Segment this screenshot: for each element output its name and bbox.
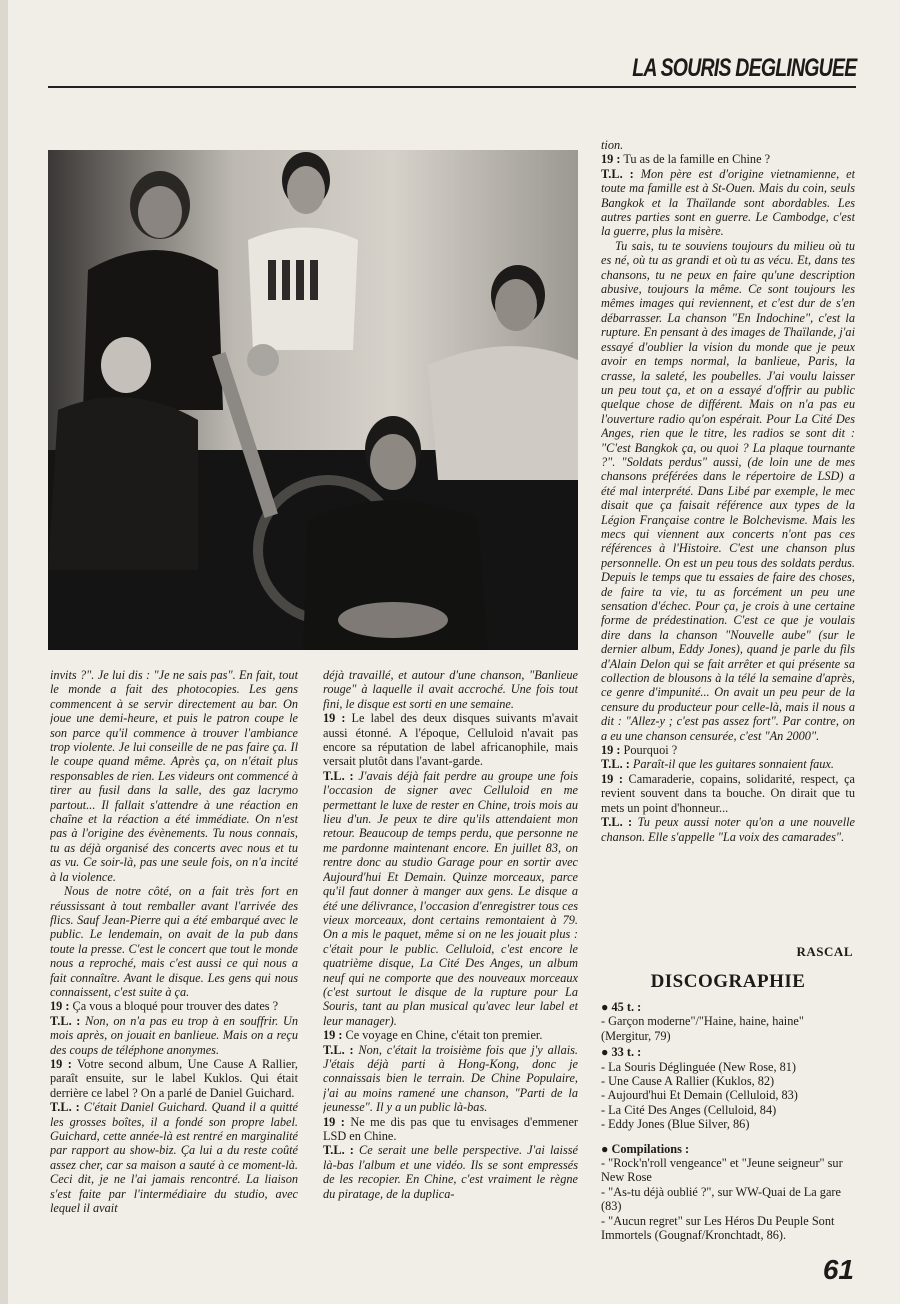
discography-item: - "Rock'n'roll vengeance" et "Jeune seigneur" sur New Rose <box>601 1156 843 1185</box>
question-text: Camaraderie, copains, solidarité, respect, ça revient souvent dans ta bouche. On dirait que tu mets un point d'honneur... <box>601 771 855 815</box>
answer-text: Ce serait une belle perspective. J'ai laissé là-bas l'album et une vidéo. Ils se sont empressés de les recopier. En Chine, c'est vraiment le règne du piratage, de la duplica- <box>323 1143 578 1201</box>
interviewer-label: 19 : <box>601 743 621 758</box>
interviewee-label: T.L. : <box>601 757 630 772</box>
discography-box <box>601 970 855 1243</box>
paragraph <box>323 711 578 769</box>
discography-item: - Aujourd'hui Et Demain (Celluloid, 83) <box>601 1088 798 1103</box>
answer-text: J'avais déjà fait perdre au groupe une fois l'occasion de signer avec Celluloid en me permettant le luxe de rester en Chine, trois mois au lieu d'un. Je peux te dire qu'ils attendaient mon retour. Beaucoup de temps perdu, que personne ne me pardonne maintenant encore. En juillet 83, on rentre donc au studio Garage pour en sortir avec Aujourd'hui Et Demain. Quinze morceaux, parce qu'il faut donner à manger aux gens. Le disque a été une délivrance, l'occasion d'enregistrer tous ces vieux morceaux, dont certains remontaient à 79. On a mis le paquet, même si on ne les jouait plus : c'était pour le public. Celluloid, c'est encore le quatrième disque, La Cité Des Anges, un album neuf qui ne comporte que des nouveaux morceaux (c'est surtout le disque de la rupture pour La Souris, tant au plan musical qu'avec leur label et leur manager). <box>323 768 578 1028</box>
answer-text: Non, on n'a pas eu trop à en souffrir. Un mois après, on jouait en banlieue. Mais on a reçu des coups de téléphone anonymes. <box>50 1013 298 1057</box>
paragraph <box>601 815 855 844</box>
answer-text: déjà travaillé, et autour d'une chanson, "Banlieue rouge" à laquelle il avait accroché. Une fois tout fini, le disque est sorti en une semaine. <box>323 668 578 711</box>
paragraph <box>50 1057 298 1100</box>
article-column-2 <box>323 668 578 1260</box>
paragraph <box>601 138 855 152</box>
interviewer-label: 19 : <box>323 711 346 726</box>
discography-item: - La Cité Des Anges (Celluloid, 84) <box>601 1102 777 1117</box>
question-text: Ne me dis pas que tu envisages d'emmener LSD en Chine. <box>323 1114 578 1143</box>
paragraph <box>50 1100 298 1215</box>
paragraph <box>50 884 298 999</box>
band-photo <box>48 150 578 650</box>
interviewee-label: T.L. : <box>50 1100 80 1115</box>
interviewee-label: T.L. : <box>601 166 634 181</box>
question-text: Le label des deux disques suivants m'avait aussi étonné. A l'époque, Celluloid n'avait pas encore sa réputation de label africanophile, mais versait plutôt dans l'avant-garde. <box>323 711 578 769</box>
question-text: Votre second album, Une Cause A Rallier, paraît ensuite, sur le label Kuklos. Qui était derrière ce label ? On a parlé de Daniel Guichard. <box>50 1056 298 1100</box>
paragraph <box>601 152 855 166</box>
discography-item: - Une Cause A Rallier (Kuklos, 82) <box>601 1074 775 1089</box>
interviewee-label: T.L. : <box>323 1042 354 1057</box>
paragraph <box>601 757 855 771</box>
interviewer-label: 19 : <box>50 999 70 1014</box>
page-number: 61 <box>822 1254 854 1285</box>
paragraph <box>50 999 298 1013</box>
singles-heading: ● 45 t. : <box>601 1000 642 1014</box>
answer-text: invits ?". Je lui dis : "Je ne sais pas". En fait, tout le monde a fait des photocopies. Les gens commencent à se servir directement au bar. On joue une demi-heure, et puis le patron coupe le son parce qu'il commence à trouver l'ambiance trop violente. Je lui conseille de ne pas faire ça. Il le coupe quand même. Après ça, on n'était plus responsables de rien. Les videurs ont commencé à tirer au fusil dans la salle, des gaz lacrymo partout... Il fallait s'attendre à une réaction en chaîne et la réaction a été immédiate. On n'est pas à l'origine des évènements. Tu nous connais, tu as déjà organisé des concerts avec nous et tu as vu. Ce soir-là, pas une seule fois, on n'a incité à la violence. <box>50 668 298 884</box>
paragraph <box>323 1115 578 1144</box>
answer-text: C'était Daniel Guichard. Quand il a quitté les grosses boîtes, il a fondé son propre label. Guichard, cette année-là est rentré en marginalité par rapport au show-biz. Ça lui a du reste coûté assez cher, car sa maison a sauté à ce moment-là. Ceci dit, je ne l'ai jamais rencontré. La liaison s'est faite par l'intermédiaire du studio, avec lequel il avait <box>50 1100 298 1216</box>
paragraph <box>323 1143 578 1201</box>
discography-title: DISCOGRAPHIE <box>650 971 806 992</box>
question-text: Pourquoi ? <box>623 743 678 758</box>
question-text: Ce voyage en Chine, c'était ton premier. <box>345 1028 543 1043</box>
answer-text: Tu sais, tu te souviens toujours du milieu où tu es né, où tu as grandi et où tu as vécu. Et, dans tes chansons, tu ne peux en faire qu'une description abusive, toujours la même. Ce sont toujours les mêmes images qui reviennent, et c'est dur de s'en débarrasser. La chanson "En Indochine", c'est la rupture. En pensant à des images de Thaïlande, j'ai essayé d'oublier la vision du monde que je peux avoir en temps normal, la banlieue, Paris, la crasse, la saleté, les poubelles. J'ai voulu laisser un peu tout ça, et on a essayé d'offrir au public quelque chose de différent. Mais on n'a pas eu l'ouverture radio qu'on espérait. Pour La Cité Des Anges, rien que le titre, les radios se sont dit : "C'est Bangkok ça, ou quoi ? La plaque tournante ?". "Soldats perdus" aussi, (de loin une de mes chansons préférées dans le répertoire de LSD) a été mal interprété. Dans Libé par exemple, le mec disait que ça faisait référence aux types de la Légion Française contre le Bolchevisme. Mais les mecs qui viennent aux concerts n'ont pas ces références à l'Histoire. C'est une chanson plus personnelle. On est un peu tous des soldats perdus. Depuis le temps que tu essaies de faire des choses, de faire ta vie, tu as forcément un peu une sensation d'échec. Pour ça, je crois à une certaine forme de prédestination. C'est ce que je voulais dire dans la chanson "Nouvelle aube" (sur le dernier album, Eddy Jones), quand je parle du fils d'Alain Delon qui se fait arrêter et qui présente sa collection de blousons à la télé la semaine d'après, ce genre d'impunité... On avait un peu peur de la censure du producteur pour celle-là, mais il nous a dit : "Allez-y ; c'est pas assez fort". Par contre, on a eu une chanson censurée, c'est "An 2000". <box>601 238 855 743</box>
compilations-heading: ● Compilations : <box>601 1141 690 1156</box>
paragraph <box>50 668 298 884</box>
interviewer-label: 19 : <box>323 1114 345 1129</box>
answer-text: Nous de notre côté, on a fait très fort en réussissant à tout remballer avant l'arrivée des flics. Sauf Jean-Pierre qui a été embarqué avec le public. Le lendemain, on avait de la pub dans toute la presse. C'est le concert que tout le monde nous a reproché, mais c'est aussi ce qui nous a fait connaître. Avant le disque. Les gens qui nous connaissent, c'est suite à ça. <box>50 884 298 999</box>
header-rule <box>48 86 856 88</box>
albums-heading: ● 33 t. : <box>601 1045 642 1060</box>
discography-item: - Eddy Jones (Blue Silver, 86) <box>601 1117 750 1132</box>
paragraph <box>601 167 855 239</box>
section-title: LA SOURIS DEGLINGUEE <box>631 54 856 82</box>
author-signature: RASCAL <box>796 944 853 959</box>
discography-item: - "As-tu déjà oublié ?", sur WW-Quai de La gare (83) <box>601 1184 841 1214</box>
paragraph <box>323 769 578 1028</box>
interviewer-label: 19 : <box>323 1028 343 1043</box>
singles-list <box>601 1014 855 1043</box>
interviewee-label: T.L. : <box>323 768 354 783</box>
interviewee-label: T.L. : <box>323 1143 354 1158</box>
interviewee-label: T.L. : <box>50 1013 81 1028</box>
paragraph <box>601 772 855 815</box>
article-column-1 <box>50 668 298 1260</box>
answer-text: Paraît-il que les guitares sonnaient faux. <box>632 757 834 772</box>
compilations-list <box>601 1156 855 1242</box>
interviewer-label: 19 : <box>601 771 623 786</box>
answer-text: Mon père est d'origine vietnamienne, et toute ma famille est à St-Ouen. Mais du coin, seuls Bangkok et la Thaïlande sont abordables. Les autres parties sont en guerre. Le Cambodge, c'est la guerre, plus la misère. <box>601 166 855 239</box>
question-text: Tu as de la famille en Chine ? <box>623 152 771 167</box>
paragraph <box>323 668 578 711</box>
answer-text: Tu peux aussi noter qu'on a une nouvelle chanson. Elle s'appelle "La voix des camarades". <box>601 815 855 844</box>
discography-item: - "Aucun regret" sur Les Héros Du Peuple Sont Immortels (Gougnaf/Kronchtadt, 86). <box>601 1213 835 1243</box>
paragraph <box>50 1014 298 1057</box>
paragraph <box>601 743 855 757</box>
interviewee-label: T.L. : <box>601 815 633 830</box>
interviewer-label: 19 : <box>601 152 621 167</box>
paragraph <box>323 1043 578 1115</box>
page-binding-edge <box>0 0 8 1304</box>
discography-item: - Garçon moderne"/"Haine, haine, haine" (Mergitur, 79) <box>601 1014 804 1043</box>
answer-text: tion. <box>601 138 624 152</box>
discography-item: - La Souris Déglinguée (New Rose, 81) <box>601 1059 796 1074</box>
paragraph <box>323 1028 578 1042</box>
paragraph <box>601 239 855 743</box>
albums-list <box>601 1060 855 1132</box>
answer-text: Non, c'était la troisième fois que j'y allais. J'étais déjà parti à Hong-Kong, donc je connaissais bien le terrain. De Chine Populaire, j'ai au moins ramené une chanson, "Parti de la jeunesse". Il y a un public là-bas. <box>323 1042 578 1115</box>
article-column-3 <box>601 138 855 958</box>
question-text: Ça vous a bloqué pour trouver des dates ? <box>72 999 279 1014</box>
interviewer-label: 19 : <box>50 1056 72 1071</box>
